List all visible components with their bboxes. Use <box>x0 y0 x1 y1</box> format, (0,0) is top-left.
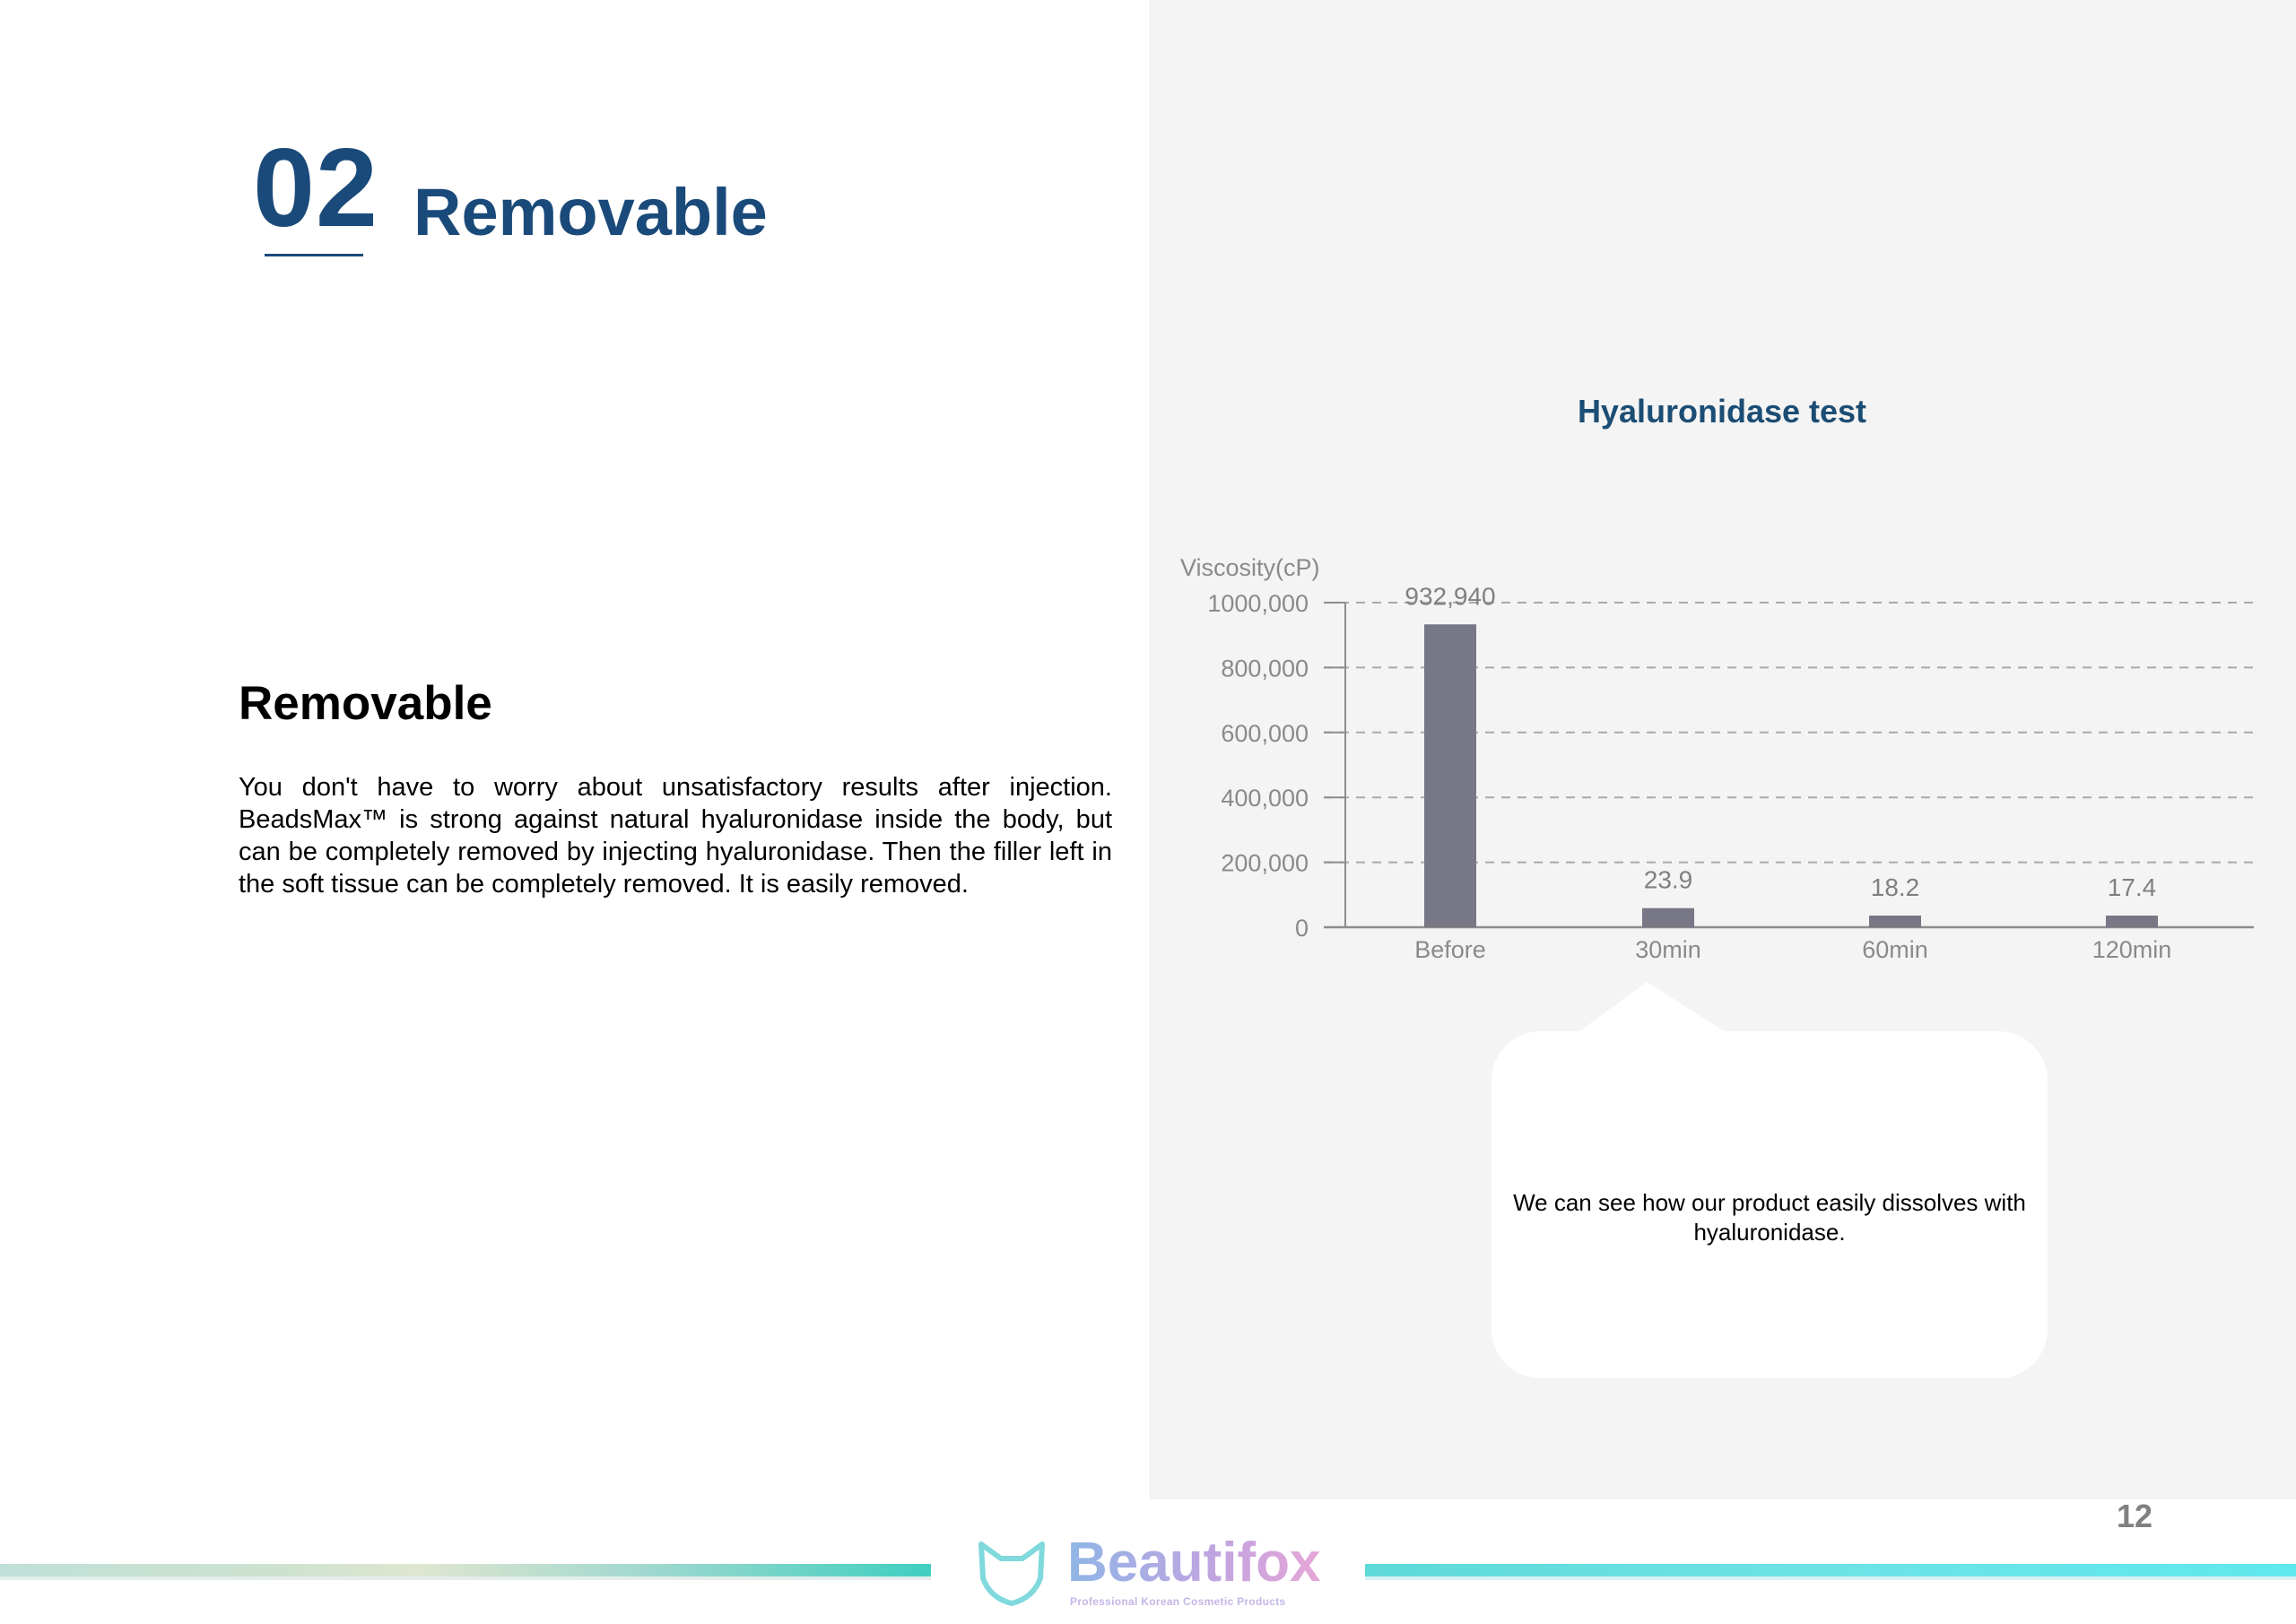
section-number: 02 <box>253 126 378 250</box>
chart-x-tick-label: 120min <box>2092 936 2172 963</box>
logo-tagline: Professional Korean Cosmetic Products <box>1070 1595 1286 1608</box>
chart-y-tick-label: 600,000 <box>1221 719 1309 747</box>
callout-text: We can see how our product easily dissolves with hyaluronidase. <box>1513 1189 2026 1246</box>
chart-y-tick-label: 200,000 <box>1221 849 1309 877</box>
content-body: You don't have to worry about unsatisfactory results after injection. BeadsMax™ is strong against natural hyaluronidase inside the body, but can be completely removed by injecting hyaluronidase. Then the filler left in the soft tissue can be completely removed. It is easily removed. <box>239 773 1112 899</box>
chart-y-tick-label: 400,000 <box>1221 785 1309 812</box>
page-number: 12 <box>2116 1498 2152 1534</box>
footer-bar-right <box>1365 1564 2296 1576</box>
chart-x-tick-label: 60min <box>1862 936 1928 963</box>
fox-head-icon <box>976 1539 1048 1607</box>
chart-bar-before <box>1424 624 1476 927</box>
viscosity-bar-chart <box>1149 538 2296 986</box>
chart-x-tick-label: Before <box>1414 936 1486 963</box>
chart-data-label: 23.9 <box>1643 865 1693 894</box>
logo-wordmark: Beautifox <box>1067 1532 1321 1594</box>
chart-data-label: 932,940 <box>1405 582 1496 611</box>
footer-bar-left <box>0 1564 931 1576</box>
section-number-underline <box>265 254 363 256</box>
footer-bar-left-shadow <box>0 1576 931 1580</box>
chart-x-tick-label: 30min <box>1635 936 1701 963</box>
chart-y-tick-label: 0 <box>1294 915 1309 942</box>
chart-y-tick-label: 800,000 <box>1221 655 1309 682</box>
chart-bar-60min <box>1869 916 1921 927</box>
chart-bar-120min <box>2106 916 2158 927</box>
chart-y-tick-label: 1000,000 <box>1207 590 1309 617</box>
chart-y-axis-label: Viscosity(cP) <box>1180 554 1320 581</box>
chart-data-label: 17.4 <box>2107 873 2157 901</box>
footer-bar-right-shadow <box>1365 1576 2296 1580</box>
chart-bar-30min <box>1642 908 1694 927</box>
chart-data-label: 18.2 <box>1870 873 1920 901</box>
section-title: Removable <box>413 175 768 249</box>
chart-title: Hyaluronidase test <box>1577 393 1867 430</box>
content-heading: Removable <box>239 677 492 730</box>
callout-tail <box>1578 982 1726 1032</box>
